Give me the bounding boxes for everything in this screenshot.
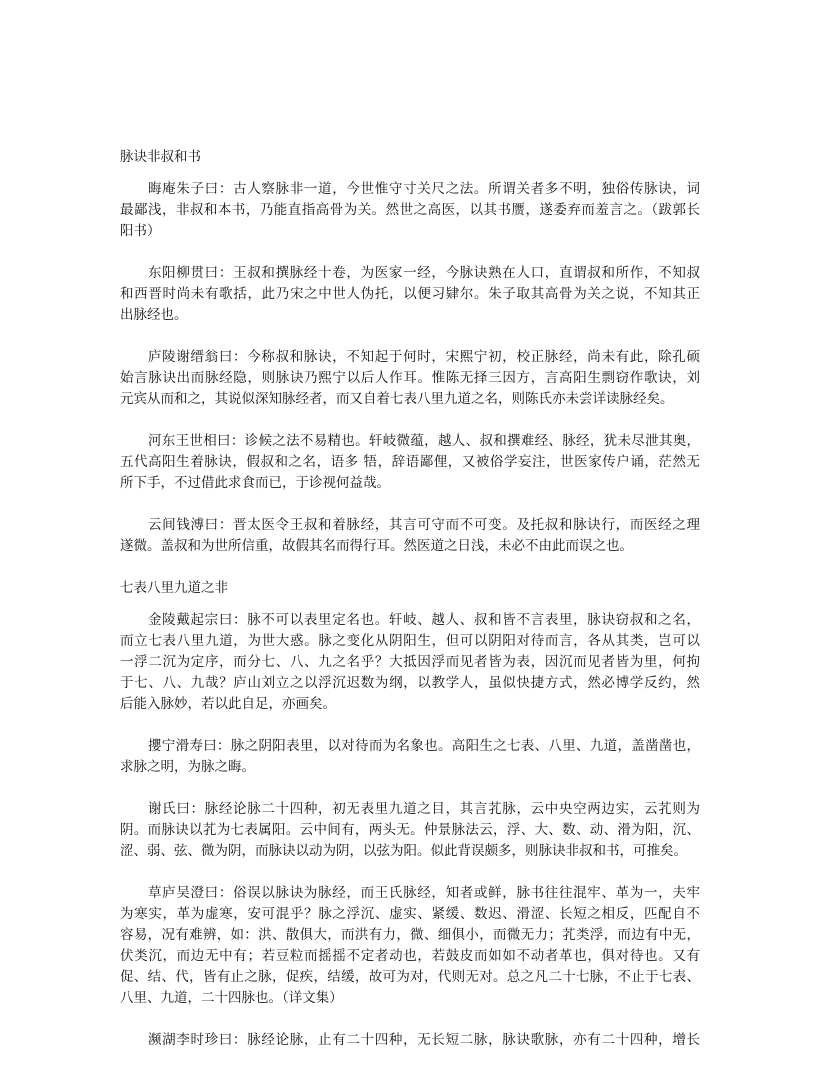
text-line: 一浮二沉为定序，而分七、八、九之名乎？大抵因浮而见者皆为表，因沉而见者皆为里，何拘: [120, 654, 700, 670]
paragraph: [120, 883, 700, 1009]
text-line: 所下手，不过借此求食而已，于诊视何益哉。: [120, 475, 390, 491]
text-line: 攖宁滑寿曰：脉之阴阳表里，以对待而为名象也。高阳生之七表、八里、九道，盖凿凿也，: [148, 738, 700, 754]
paragraph: [120, 799, 700, 862]
section-heading: 脉诀非叔和书: [120, 149, 201, 165]
text-line: 金陵戴起宗曰：脉不可以表里定名也。轩岐、越人、叔和皆不言表里，脉诀窃叔和之名，: [148, 612, 700, 628]
paragraph: [120, 179, 700, 242]
text-line: 谢氏曰：脉经论脉二十四种，初无表里九道之目，其言芤脉，云中央空两边实，云芤则为: [148, 801, 700, 817]
text-line: 为寒实，革为虚寒，安可混乎？脉之浮沉、虚实、紧缓、数迟、滑涩、长短之相反，匹配自不: [120, 906, 700, 922]
text-line: 后能入脉妙，若以此自足，亦画矣。: [120, 696, 336, 712]
text-line: 始言脉诀出而脉经隐，则脉诀乃熙宁以后人作耳。惟陈无择三因方，言高阳生剽窃作歌诀，刘: [120, 370, 700, 386]
text-line: 元宾从而和之，其说似深知脉经者，而又自着七表八里九道之名，则陈氏亦未尝详读脉经矣。: [120, 391, 674, 407]
text-line: 和西晋时尚未有歌括，此乃宋之中世人伪托，以便习肄尔。朱子取其高骨为关之说，不知其正: [120, 286, 700, 302]
text-line: 五代高阳生着脉诀，假叔和之名，语多 牾，辞语鄙俚，又被俗学妄注，世医家传户诵，茫然无: [120, 454, 700, 470]
text-line: 云间钱溥曰：晋太医令王叔和着脉经，其言可守而不可变。及托叔和脉诀行，而医经之理: [148, 517, 700, 533]
text-line: 阳书）: [120, 223, 161, 239]
paragraph: [120, 431, 700, 494]
text-line: 涩、弱、弦、微为阴，而脉诀以动为阴，以弦为阳。似此背误颇多，则脉诀非叔和书，可推矣。: [120, 843, 687, 859]
paragraph: [120, 347, 700, 410]
text-line: 草庐吴澄曰：俗误以脉诀为脉经，而王氏脉经，知者或鲜，脉书往往混牢、革为一，夫牢: [148, 885, 700, 901]
text-line: 伏类沉，而边无中有；若豆粒而摇摇不定者动也，若鼓皮而如如不动者革也，俱对待也。又有: [120, 948, 700, 964]
section-heading: 七表八里九道之非: [120, 580, 228, 596]
text-line: 遂微。盖叔和为世所信重，故假其名而得行耳。然医道之日浅，未必不由此而误之也。: [120, 538, 633, 554]
document-page: [120, 147, 700, 1072]
text-line: 促、结、代，皆有止之脉，促疾，结缓，故可为对，代则无对。总之凡二十七脉，不止于七表、: [120, 969, 700, 985]
text-line: 最鄙浅，非叔和本书，乃能直指高骨为关。然世之高医，以其书赝，遂委弃而羞言之。（跋郭长: [120, 202, 700, 218]
text-line: 容易，况有难辨，如：洪、散俱大，而洪有力，微、细俱小，而微无力；芤类浮，而边有中无，: [120, 927, 700, 943]
paragraph: [120, 1030, 700, 1051]
text-line: 求脉之明，为脉之晦。: [120, 759, 255, 775]
paragraph: [120, 610, 700, 715]
text-line: 东阳柳贯曰：王叔和撰脉经十卷，为医家一经，今脉诀熟在人口，直谓叔和所作，不知叔: [148, 265, 700, 281]
text-line: 晦庵朱子曰：古人察脉非一道，今世惟守寸关尺之法。所谓关者多不明，独俗传脉诀，词: [148, 181, 700, 197]
text-line: 于七、八、九哉？庐山刘立之以浮沉迟数为纲，以教学人，虽似快捷方式，然必博学反约，然: [120, 675, 700, 691]
paragraph: [120, 515, 700, 557]
text-line: 阴。而脉诀以芤为七表属阳。云中间有，两头无。仲景脉法云，浮、大、数、动、滑为阳，沉、: [120, 822, 700, 838]
text-line: 八里、九道，二十四脉也。（详文集）: [120, 990, 343, 1006]
paragraph: [120, 736, 700, 778]
text-line: 濒湖李时珍曰：脉经论脉，止有二十四种，无长短二脉，脉诀歌脉，亦有二十四种，增长: [148, 1032, 700, 1048]
text-line: 庐陵谢缙翁曰：今称叔和脉诀，不知起于何时，宋熙宁初，校正脉经，尚未有此，除孔硕: [148, 349, 700, 365]
text-line: 出脉经也。: [120, 307, 188, 323]
paragraph: [120, 263, 700, 326]
text-line: 而立七表八里九道，为世大惑。脉之变化从阴阳生，但可以阴阳对待而言，各从其类，岂可以: [120, 633, 700, 649]
text-line: 河东王世相曰：诊候之法不易精也。轩岐微蕴，越人、叔和撰难经、脉经，犹未尽泄其奥，: [148, 433, 700, 449]
